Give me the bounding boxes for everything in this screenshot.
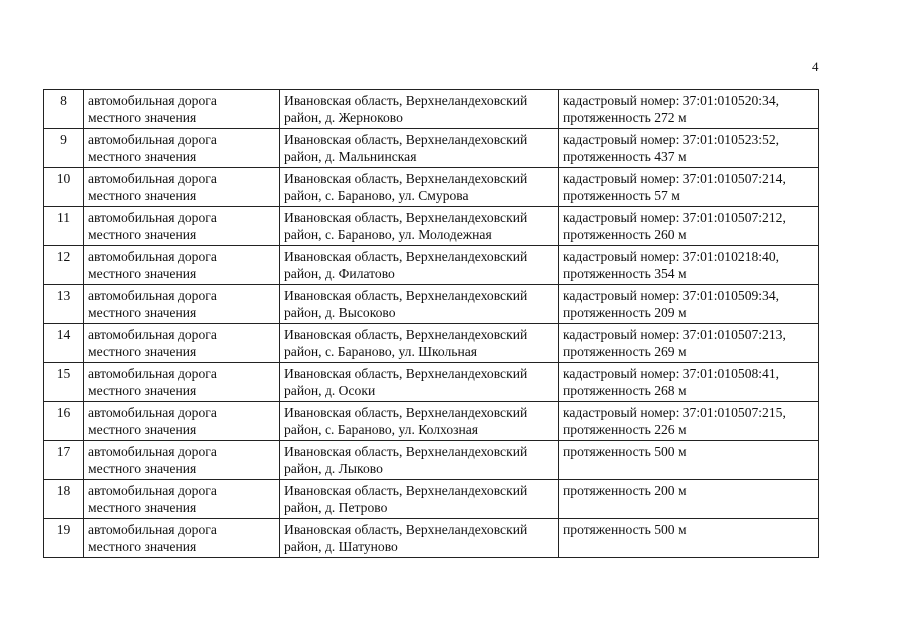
page-number: 4 <box>812 59 819 74</box>
road-type-cell <box>84 129 280 168</box>
location-cell <box>280 207 559 246</box>
road-type-line: местного значения <box>88 539 197 554</box>
row-number: 13 <box>44 285 84 324</box>
location-cell <box>280 285 559 324</box>
location-line: район, д. Осоки <box>284 383 376 398</box>
road-type-cell <box>84 90 280 129</box>
details-cell <box>559 519 819 558</box>
road-type-cell <box>84 519 280 558</box>
road-type-cell <box>84 246 280 285</box>
road-type-line: автомобильная дорога <box>88 483 217 498</box>
road-type-line: местного значения <box>88 461 197 476</box>
table-row <box>44 168 819 207</box>
details-cell <box>559 207 819 246</box>
location-line: Ивановская область, Верхнеландеховский <box>284 249 528 264</box>
road-type-cell <box>84 285 280 324</box>
location-line: район, с. Бараново, ул. Молодежная <box>284 227 492 242</box>
location-line: Ивановская область, Верхнеландеховский <box>284 444 528 459</box>
road-type-line: автомобильная дорога <box>88 522 217 537</box>
road-type-line: местного значения <box>88 422 197 437</box>
row-number: 16 <box>44 402 84 441</box>
row-number: 10 <box>44 168 84 207</box>
details-line: протяженность 268 м <box>563 383 687 398</box>
road-type-line: местного значения <box>88 227 197 242</box>
details-line: кадастровый номер: 37:01:010523:52, <box>563 132 780 147</box>
table-row <box>44 246 819 285</box>
road-type-line: местного значения <box>88 110 197 125</box>
road-type-line: местного значения <box>88 266 197 281</box>
road-type-line: автомобильная дорога <box>88 171 217 186</box>
road-type-line: автомобильная дорога <box>88 366 217 381</box>
location-cell <box>280 363 559 402</box>
location-line: район, с. Бараново, ул. Школьная <box>284 344 478 359</box>
location-line: Ивановская область, Верхнеландеховский <box>284 522 528 537</box>
road-type-line: местного значения <box>88 305 197 320</box>
road-type-line: местного значения <box>88 188 197 203</box>
details-cell <box>559 129 819 168</box>
table-row <box>44 207 819 246</box>
location-line: район, д. Высоково <box>284 305 396 320</box>
details-cell <box>559 402 819 441</box>
location-line: Ивановская область, Верхнеландеховский <box>284 405 528 420</box>
location-line: Ивановская область, Верхнеландеховский <box>284 171 528 186</box>
location-line: район, д. Филатово <box>284 266 395 281</box>
details-cell <box>559 480 819 519</box>
location-line: Ивановская область, Верхнеландеховский <box>284 366 528 381</box>
details-line: протяженность 200 м <box>563 483 687 498</box>
road-type-line: автомобильная дорога <box>88 405 217 420</box>
details-line: протяженность 354 м <box>563 266 687 281</box>
road-type-line: автомобильная дорога <box>88 288 217 303</box>
roads-table <box>43 89 819 558</box>
location-cell <box>280 246 559 285</box>
roads-table-body <box>44 90 819 558</box>
location-cell <box>280 441 559 480</box>
row-number: 17 <box>44 441 84 480</box>
location-cell <box>280 324 559 363</box>
details-cell <box>559 90 819 129</box>
location-cell <box>280 402 559 441</box>
details-cell <box>559 441 819 480</box>
row-number: 9 <box>44 129 84 168</box>
location-line: Ивановская область, Верхнеландеховский <box>284 210 528 225</box>
road-type-cell <box>84 402 280 441</box>
details-cell <box>559 363 819 402</box>
table-row <box>44 285 819 324</box>
location-cell <box>280 168 559 207</box>
location-line: район, д. Шатуново <box>284 539 398 554</box>
details-line: кадастровый номер: 37:01:010507:215, <box>563 405 786 420</box>
details-line: протяженность 500 м <box>563 444 687 459</box>
table-row <box>44 129 819 168</box>
table-row <box>44 363 819 402</box>
table-row <box>44 441 819 480</box>
location-line: Ивановская область, Верхнеландеховский <box>284 93 528 108</box>
details-cell <box>559 168 819 207</box>
location-line: Ивановская область, Верхнеландеховский <box>284 288 528 303</box>
road-type-line: автомобильная дорога <box>88 132 217 147</box>
table-row <box>44 402 819 441</box>
location-cell <box>280 480 559 519</box>
road-type-line: местного значения <box>88 344 197 359</box>
road-type-line: автомобильная дорога <box>88 327 217 342</box>
road-type-cell <box>84 363 280 402</box>
table-row <box>44 519 819 558</box>
details-line: кадастровый номер: 37:01:010507:214, <box>563 171 786 186</box>
location-line: район, д. Лыково <box>284 461 383 476</box>
row-number: 12 <box>44 246 84 285</box>
location-line: район, с. Бараново, ул. Колхозная <box>284 422 479 437</box>
location-line: Ивановская область, Верхнеландеховский <box>284 483 528 498</box>
details-line: кадастровый номер: 37:01:010509:34, <box>563 288 780 303</box>
details-line: протяженность 57 м <box>563 188 680 203</box>
road-type-line: местного значения <box>88 149 197 164</box>
road-type-line: местного значения <box>88 500 197 515</box>
details-line: протяженность 500 м <box>563 522 687 537</box>
details-cell <box>559 324 819 363</box>
location-cell <box>280 90 559 129</box>
road-type-line: автомобильная дорога <box>88 444 217 459</box>
location-line: Ивановская область, Верхнеландеховский <box>284 327 528 342</box>
road-type-cell <box>84 324 280 363</box>
row-number: 14 <box>44 324 84 363</box>
table-row <box>44 90 819 129</box>
location-cell <box>280 519 559 558</box>
row-number: 18 <box>44 480 84 519</box>
location-cell <box>280 129 559 168</box>
row-number: 15 <box>44 363 84 402</box>
details-line: кадастровый номер: 37:01:010218:40, <box>563 249 780 264</box>
road-type-cell <box>84 480 280 519</box>
details-cell <box>559 285 819 324</box>
road-type-cell <box>84 207 280 246</box>
row-number: 11 <box>44 207 84 246</box>
details-line: протяженность 272 м <box>563 110 687 125</box>
location-line: район, д. Жерноково <box>284 110 403 125</box>
location-line: район, с. Бараново, ул. Смурова <box>284 188 469 203</box>
details-line: кадастровый номер: 37:01:010508:41, <box>563 366 780 381</box>
details-line: протяженность 209 м <box>563 305 687 320</box>
details-line: протяженность 269 м <box>563 344 687 359</box>
row-number: 8 <box>44 90 84 129</box>
road-type-line: автомобильная дорога <box>88 93 217 108</box>
location-line: район, д. Мальнинская <box>284 149 417 164</box>
details-line: протяженность 226 м <box>563 422 687 437</box>
road-type-cell <box>84 168 280 207</box>
road-type-line: автомобильная дорога <box>88 210 217 225</box>
table-row <box>44 480 819 519</box>
details-line: протяженность 437 м <box>563 149 687 164</box>
table-row <box>44 324 819 363</box>
location-line: Ивановская область, Верхнеландеховский <box>284 132 528 147</box>
details-cell <box>559 246 819 285</box>
location-line: район, д. Петрово <box>284 500 388 515</box>
road-type-line: автомобильная дорога <box>88 249 217 264</box>
road-type-line: местного значения <box>88 383 197 398</box>
details-line: протяженность 260 м <box>563 227 687 242</box>
row-number: 19 <box>44 519 84 558</box>
details-line: кадастровый номер: 37:01:010520:34, <box>563 93 780 108</box>
details-line: кадастровый номер: 37:01:010507:213, <box>563 327 786 342</box>
road-type-cell <box>84 441 280 480</box>
details-line: кадастровый номер: 37:01:010507:212, <box>563 210 786 225</box>
